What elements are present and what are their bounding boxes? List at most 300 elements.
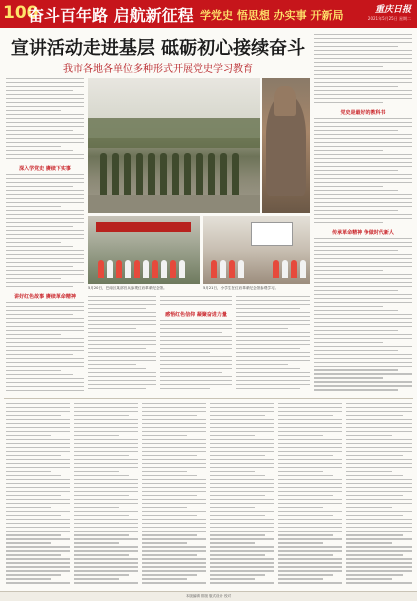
text-line — [278, 562, 342, 563]
text-line — [142, 515, 197, 516]
lower-text-column-3 — [142, 403, 206, 589]
text-line — [88, 328, 136, 329]
text-line — [88, 336, 156, 337]
lower-text-column-4 — [210, 403, 274, 589]
text-line — [210, 562, 274, 563]
text-line — [6, 550, 70, 551]
text-line — [74, 475, 129, 476]
text-line — [142, 447, 206, 448]
text-line — [74, 487, 138, 488]
text-line — [74, 566, 138, 567]
text-line — [74, 542, 119, 543]
text-line — [6, 178, 84, 179]
text-line — [314, 42, 412, 43]
text-line — [346, 407, 412, 408]
text-line — [210, 439, 274, 440]
photo-students — [203, 216, 310, 284]
text-line — [314, 170, 398, 171]
text-line — [210, 451, 274, 452]
text-line — [142, 467, 206, 468]
text-line — [210, 403, 274, 404]
text-line — [210, 519, 274, 520]
text-line — [314, 118, 412, 119]
text-line — [314, 318, 412, 319]
text-line — [236, 324, 310, 325]
text-line — [6, 531, 70, 532]
text-line — [314, 278, 412, 279]
text-line — [6, 194, 84, 195]
text-line — [236, 312, 310, 313]
text-line — [88, 360, 156, 361]
text-line — [142, 558, 206, 559]
photo-museum-visit — [88, 216, 200, 284]
text-line — [314, 314, 412, 315]
text-line — [314, 190, 398, 191]
text-line — [314, 322, 412, 323]
text-line — [210, 538, 274, 539]
text-line — [74, 507, 119, 508]
text-line — [142, 483, 206, 484]
text-line — [314, 389, 398, 390]
text-line — [236, 356, 310, 357]
text-line — [278, 491, 342, 492]
text-line — [346, 423, 412, 424]
text-line — [346, 562, 412, 563]
masthead-title: 奋斗百年路 启航新征程 — [28, 6, 194, 25]
text-line — [236, 352, 310, 353]
text-line — [314, 98, 412, 99]
text-line — [278, 495, 333, 496]
text-line — [314, 126, 412, 127]
text-line — [88, 340, 156, 341]
text-line — [278, 459, 342, 460]
text-line — [314, 146, 412, 147]
text-line — [210, 491, 274, 492]
text-line — [142, 435, 187, 436]
text-line — [6, 122, 84, 123]
text-line — [142, 582, 206, 583]
text-line — [236, 348, 300, 349]
text-line — [74, 463, 138, 464]
text-line — [88, 348, 146, 349]
text-line — [6, 499, 70, 500]
text-line — [6, 150, 73, 151]
text-line — [160, 296, 232, 297]
text-line — [142, 495, 197, 496]
text-line — [142, 550, 206, 551]
text-line — [278, 499, 342, 500]
text-line — [314, 174, 412, 175]
text-line — [142, 439, 206, 440]
text-line — [6, 102, 84, 103]
text-line — [6, 146, 61, 147]
text-line — [314, 358, 412, 359]
text-line — [314, 198, 412, 199]
text-line — [74, 459, 138, 460]
text-line — [314, 46, 398, 47]
text-line — [74, 515, 129, 516]
text-line — [210, 419, 274, 420]
text-line — [6, 142, 84, 143]
text-line — [314, 222, 383, 223]
text-line — [314, 302, 412, 303]
text-line — [346, 558, 412, 559]
text-line — [346, 550, 412, 551]
text-line — [6, 483, 70, 484]
text-line — [346, 403, 412, 404]
text-line — [210, 523, 274, 524]
text-line — [210, 515, 265, 516]
text-line — [210, 415, 265, 416]
text-line — [6, 314, 73, 315]
text-line — [142, 546, 206, 547]
text-line — [278, 554, 333, 555]
text-line — [142, 403, 206, 404]
text-line — [314, 274, 412, 275]
text-line — [142, 415, 197, 416]
text-line — [142, 475, 197, 476]
text-line — [210, 423, 274, 424]
text-line — [346, 534, 403, 535]
text-line — [314, 385, 412, 386]
text-line — [278, 407, 342, 408]
text-line — [6, 130, 73, 131]
text-line — [160, 304, 232, 305]
text-line — [236, 360, 310, 361]
text-line — [74, 423, 138, 424]
text-line — [210, 503, 274, 504]
text-line — [74, 439, 138, 440]
text-line — [142, 527, 206, 528]
article-headline: 宣讲活动走进基层 砥砺初心接续奋斗 — [10, 38, 306, 59]
text-line — [314, 381, 412, 382]
text-line — [6, 527, 70, 528]
text-line — [314, 158, 412, 159]
text-line — [142, 511, 206, 512]
text-line — [314, 350, 398, 351]
text-line — [74, 427, 138, 428]
text-line — [346, 566, 412, 567]
text-line — [210, 475, 265, 476]
text-line — [142, 507, 187, 508]
text-line — [278, 578, 323, 579]
text-line — [88, 380, 156, 381]
text-line — [346, 483, 412, 484]
text-line — [6, 154, 84, 155]
text-line — [346, 554, 403, 555]
text-line — [314, 369, 398, 370]
text-line — [6, 479, 70, 480]
lower-text-column-6 — [346, 403, 412, 589]
text-line — [74, 534, 129, 535]
text-line — [6, 98, 84, 99]
text-line — [210, 443, 274, 444]
text-line — [6, 515, 61, 516]
text-line — [74, 562, 138, 563]
text-line — [314, 38, 412, 39]
text-line — [74, 411, 138, 412]
text-line — [6, 407, 70, 408]
text-line — [210, 531, 274, 532]
text-line — [74, 443, 138, 444]
text-line — [314, 254, 412, 255]
text-line — [6, 242, 61, 243]
text-line — [6, 411, 70, 412]
text-line — [314, 62, 412, 63]
text-line — [278, 423, 342, 424]
text-line — [6, 507, 51, 508]
text-line — [346, 546, 412, 547]
text-line — [160, 336, 232, 337]
text-line — [6, 174, 84, 175]
centenary-logo-icon: 100 — [3, 3, 39, 23]
text-line — [160, 360, 232, 361]
text-line — [6, 570, 70, 571]
text-line — [314, 342, 383, 343]
text-line — [88, 332, 156, 333]
main-photo-soldiers — [88, 78, 260, 213]
text-line — [6, 582, 70, 583]
text-line — [74, 451, 138, 452]
text-line — [346, 538, 412, 539]
text-line — [6, 330, 84, 331]
text-line — [74, 550, 138, 551]
text-line — [6, 386, 84, 387]
text-line — [160, 384, 232, 385]
text-line — [236, 380, 310, 381]
text-line — [314, 218, 412, 219]
text-line — [346, 427, 412, 428]
text-line — [6, 366, 84, 367]
text-line — [74, 407, 138, 408]
text-line — [6, 222, 84, 223]
text-line — [236, 384, 310, 385]
text-line — [278, 467, 342, 468]
text-line — [6, 118, 84, 119]
text-line — [88, 320, 156, 321]
text-line — [278, 503, 342, 504]
text-line — [142, 570, 206, 571]
text-line — [6, 534, 61, 535]
text-line — [74, 546, 138, 547]
text-line — [346, 487, 412, 488]
text-line — [278, 527, 342, 528]
text-line — [236, 296, 310, 297]
text-line — [6, 542, 51, 543]
text-line — [6, 463, 70, 464]
text-line — [314, 142, 412, 143]
text-line — [142, 407, 206, 408]
text-line — [74, 471, 119, 472]
text-line — [142, 542, 187, 543]
text-line — [6, 538, 70, 539]
text-line — [142, 531, 206, 532]
text-line — [346, 463, 412, 464]
text-line — [88, 368, 146, 369]
text-line — [314, 310, 398, 311]
text-line — [6, 322, 84, 323]
text-line — [346, 419, 412, 420]
text-line — [346, 542, 392, 543]
text-line — [278, 538, 342, 539]
text-line — [6, 390, 84, 391]
text-line — [160, 368, 232, 369]
text-line — [74, 523, 138, 524]
text-line — [278, 566, 342, 567]
text-line — [210, 471, 255, 472]
text-line — [88, 344, 156, 345]
text-line — [6, 362, 84, 363]
text-line — [346, 447, 412, 448]
text-line — [6, 350, 84, 351]
text-line — [210, 455, 265, 456]
text-line — [74, 558, 138, 559]
text-line — [142, 423, 206, 424]
text-line — [74, 519, 138, 520]
text-line — [314, 50, 412, 51]
right-text-column — [314, 34, 412, 108]
text-line — [6, 523, 70, 524]
text-line — [74, 431, 138, 432]
text-line — [314, 377, 383, 378]
photo-caption-a: 5月20日，巴南区某部官兵参观红岩革命纪念馆。 — [88, 286, 167, 290]
text-line — [278, 550, 342, 551]
text-line — [6, 90, 73, 91]
text-line — [314, 346, 412, 347]
text-line — [6, 491, 70, 492]
text-line — [346, 499, 412, 500]
text-line — [142, 455, 197, 456]
text-line — [74, 538, 138, 539]
text-line — [278, 435, 323, 436]
text-line — [278, 570, 342, 571]
text-line — [6, 250, 84, 251]
text-line — [74, 499, 138, 500]
text-line — [74, 511, 138, 512]
text-line — [278, 558, 342, 559]
text-line — [210, 495, 265, 496]
middle-text-column-2b — [160, 320, 232, 394]
text-line — [314, 290, 398, 291]
text-line — [160, 348, 232, 349]
text-line — [314, 330, 398, 331]
text-line — [74, 527, 138, 528]
text-line — [314, 94, 412, 95]
text-line — [314, 182, 412, 183]
text-line — [88, 308, 146, 309]
text-line — [88, 384, 156, 385]
text-line — [346, 443, 412, 444]
text-line — [88, 356, 156, 357]
text-line — [314, 250, 398, 251]
text-line — [314, 210, 398, 211]
text-line — [346, 455, 403, 456]
text-line — [210, 487, 274, 488]
text-line — [6, 435, 51, 436]
text-line — [314, 246, 412, 247]
text-line — [6, 186, 73, 187]
text-line — [6, 558, 70, 559]
text-line — [346, 439, 412, 440]
text-line — [346, 431, 412, 432]
text-line — [6, 198, 84, 199]
text-line — [314, 130, 398, 131]
text-line — [74, 415, 129, 416]
text-line — [142, 566, 206, 567]
text-line — [6, 306, 84, 307]
text-line — [142, 479, 206, 480]
text-line — [74, 578, 119, 579]
text-line — [314, 294, 412, 295]
text-line — [88, 300, 156, 301]
text-line — [314, 102, 383, 103]
text-line — [74, 570, 138, 571]
text-line — [278, 451, 342, 452]
horizontal-divider — [4, 398, 413, 399]
text-line — [236, 340, 310, 341]
text-line — [160, 332, 222, 333]
text-line — [6, 202, 84, 203]
text-line — [6, 447, 70, 448]
text-line — [210, 459, 274, 460]
text-line — [278, 415, 333, 416]
text-line — [278, 574, 333, 575]
text-line — [142, 523, 206, 524]
text-line — [278, 447, 342, 448]
text-line — [210, 554, 265, 555]
text-line — [346, 467, 412, 468]
text-line — [6, 234, 84, 235]
text-line — [278, 443, 342, 444]
left-text-column — [6, 78, 84, 164]
text-line — [210, 427, 274, 428]
text-line — [142, 451, 206, 452]
text-line — [278, 515, 333, 516]
text-line — [236, 328, 288, 329]
text-line — [88, 376, 156, 377]
text-line — [210, 479, 274, 480]
text-line — [210, 463, 274, 464]
text-line — [346, 570, 412, 571]
text-line — [6, 346, 84, 347]
lower-text-column-5 — [278, 403, 342, 589]
text-line — [314, 326, 412, 327]
text-line — [6, 126, 84, 127]
text-line — [314, 298, 412, 299]
text-line — [6, 274, 84, 275]
section-title-left-2: 讲好红色故事 赓续革命精神 — [14, 294, 76, 300]
text-line — [6, 354, 73, 355]
text-line — [6, 415, 61, 416]
text-line — [142, 491, 206, 492]
text-line — [74, 403, 138, 404]
text-line — [346, 411, 412, 412]
text-line — [278, 582, 342, 583]
text-line — [314, 78, 412, 79]
newspaper-name: 重庆日报 — [374, 5, 411, 15]
text-line — [74, 479, 138, 480]
text-line — [142, 431, 206, 432]
text-line — [142, 562, 206, 563]
text-line — [6, 431, 70, 432]
text-line — [314, 334, 412, 335]
text-line — [6, 374, 73, 375]
text-line — [346, 515, 403, 516]
text-line — [6, 459, 70, 460]
text-line — [6, 78, 84, 79]
lower-text-column-2 — [74, 403, 138, 589]
text-line — [210, 566, 274, 567]
